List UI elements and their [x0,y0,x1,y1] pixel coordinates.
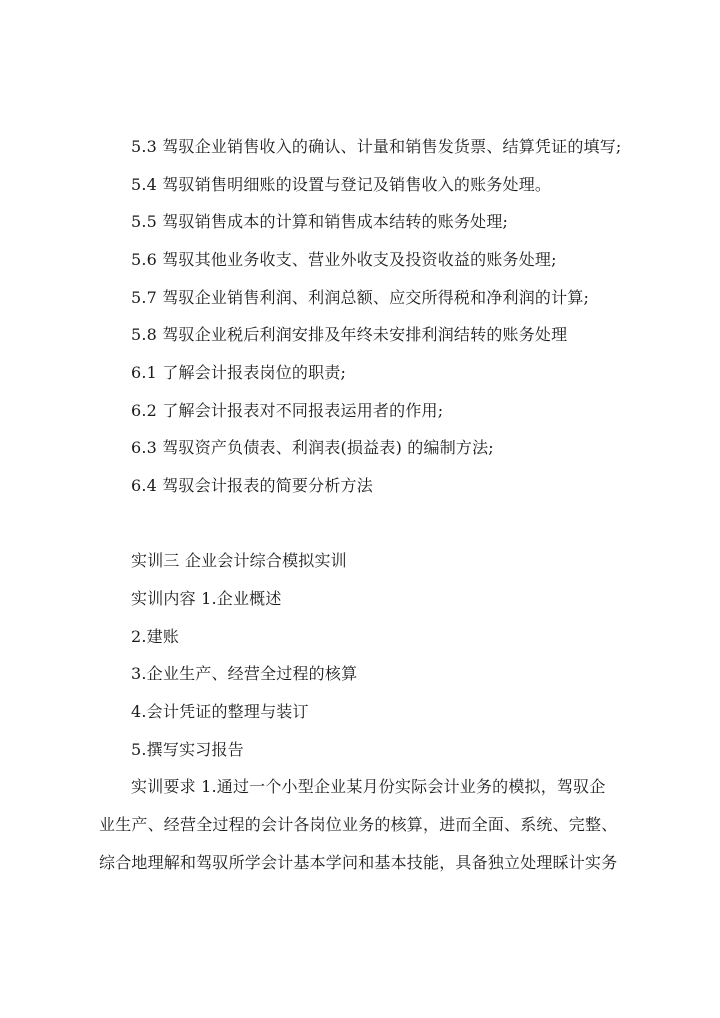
list-item-6-4: 6.4 驾驭会计报表的简要分析方法 [131,476,373,495]
list-item-6-1: 6.1 了解会计报表岗位的职责; [131,363,347,382]
requirements-line-3: 综合地理解和驾驭所学会计基本学问和基本技能，具备独立处理睬计实务 [99,853,618,872]
list-item-6-3: 6.3 驾驭资产负债表、利润表(损益表) 的编制方法; [131,438,494,457]
content-item-2: 2.建账 [131,627,180,646]
content-item-4: 4.会计凭证的整理与装订 [131,702,309,721]
list-item-5-5: 5.5 驾驭销售成本的计算和销售成本结转的账务处理; [131,212,509,231]
section-title: 实训三 企业会计综合模拟实训 [131,551,347,570]
content-item-3: 3.企业生产、经营全过程的核算 [131,664,358,683]
content-item-1: 实训内容 1.企业概述 [131,589,282,608]
list-item-6-2: 6.2 了解会计报表对不同报表运用者的作用; [131,401,444,420]
list-item-5-3: 5.3 驾驭企业销售收入的确认、计量和销售发货票、结算凭证的填写; [131,137,622,156]
list-item-5-4: 5.4 驾驭销售明细账的设置与登记及销售收入的账务处理。 [131,175,552,194]
list-item-5-7: 5.7 驾驭企业销售利润、利润总额、应交所得税和净利润的计算; [131,288,590,307]
requirements-line-2: 业生产、经营全过程的会计各岗位业务的核算，进而全面、系统、完整、 [99,815,618,834]
list-item-5-6: 5.6 驾驭其他业务收支、营业外收支及投资收益的账务处理; [131,250,557,269]
requirements-line-1: 实训要求 1.通过一个小型企业某月份实际会计业务的模拟，驾驭企 [131,777,606,796]
list-item-5-8: 5.8 驾驭企业税后利润安排及年终未安排利润结转的账务处理 [131,325,568,344]
content-item-5: 5.撰写实习报告 [131,740,244,759]
